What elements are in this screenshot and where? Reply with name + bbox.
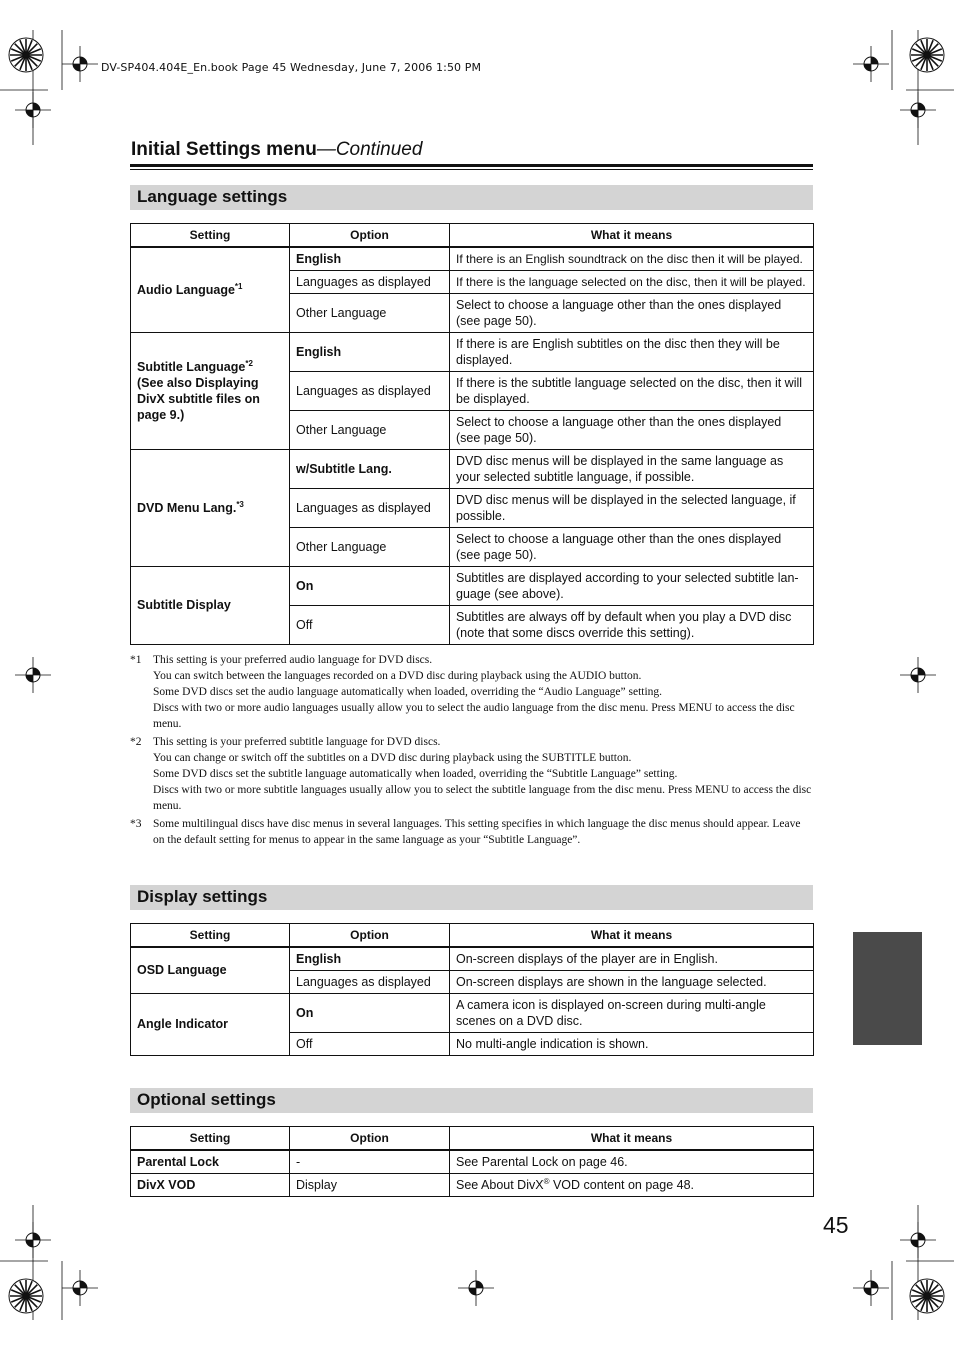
meaning-cell: Select to choose a language other than the ones displayed (see page 50). [450,293,814,332]
setting-audio-language: Audio Language$^{*1}$ [131,247,290,332]
option-cell: Other Language [290,410,450,449]
title-rule [130,164,813,167]
meaning-cell: Select to choose a language other than the ones displayed (see page 50). [450,410,814,449]
footnote-mark: *2 [130,736,142,748]
language-settings-table [130,223,814,645]
col-header-option: Option [290,924,450,948]
option-cell: English [290,332,450,371]
footnote-3: *3 Some multilingual discs have disc menus in several languages. This setting specifies in which language the disc menus should appear. Leave on the default setting for menus to appear in the same language as your “Subtitle Language”. [130,818,801,846]
table-row [131,1173,814,1196]
section-optional-settings [130,1088,813,1113]
section-heading: Optional settings [137,1090,276,1109]
footnote-1: *1 This setting is your preferred audio language for DVD discs. You can switch between the languages recorded on a DVD disc during playback using the AUDIO button. Some DVD discs set the audio language automatically when loaded, overriding the “Audio Language” setting. Discs with two or more audio languages usually allow you to select the audio language from the disc menu. Press MENU to access the disc menu. [130,654,795,730]
display-settings-table [130,923,814,1056]
title-continued: —Continued [316,139,423,160]
option-cell: Display [290,1173,450,1196]
meaning-cell: If there is an English soundtrack on the disc then it will be played. [450,247,814,270]
side-tab-marker [853,932,922,1045]
section-display-settings [130,885,813,910]
col-header-option: Option [290,1127,450,1151]
page-number: 45 [823,1212,849,1238]
optional-settings-table [130,1126,814,1197]
table-header-row [131,224,814,248]
meaning-cell: DVD disc menus will be displayed in the same language as your selected subtitle language, if possible. [450,449,814,488]
option-cell: On [290,993,450,1032]
col-header-meaning: What it means [450,224,814,248]
meaning-cell: On-screen displays of the player are in English. [450,947,814,970]
book-header-line: DV-SP404.404E_En.book Page 45 Wednesday, June 7, 2006 1:50 PM [101,61,482,74]
meaning-cell: If there is the language selected on the disc, then it will be played. [450,270,814,293]
option-cell: On [290,566,450,605]
setting-angle-indicator: Angle Indicator [131,993,290,1055]
col-header-setting: Setting [131,924,290,948]
setting-parental-lock: Parental Lock [131,1150,290,1173]
option-cell: Off [290,605,450,644]
option-cell: w/Subtitle Lang. [290,449,450,488]
col-header-setting: Setting [131,1127,290,1151]
table-row [131,1150,814,1173]
section-heading: Language settings [137,187,288,206]
option-cell: English [290,947,450,970]
footnote-mark: *3 [130,818,142,830]
meaning-cell: See About DivX® VOD content on page 48. [450,1173,814,1196]
setting-subtitle-language: Subtitle Language$^{*2}$ (See also Displaying DivX subtitle files on page 9.) [131,332,290,449]
table-row [131,247,814,270]
table-row [131,947,814,970]
meaning-cell: If there is the subtitle language selected on the disc, then it will be displayed. [450,371,814,410]
meaning-cell: Subtitles are always off by default when you play a DVD disc (note that some discs override this setting). [450,605,814,644]
setting-dvd-menu-lang: DVD Menu Lang.$^{*3}$ [131,449,290,566]
table-row [131,332,814,371]
footnote-mark: *1 [130,654,142,666]
section-language-settings [130,185,813,210]
col-header-setting: Setting [131,224,290,248]
meaning-cell: If there is are English subtitles on the disc then they will be displayed. [450,332,814,371]
option-cell: English [290,247,450,270]
meaning-cell: A camera icon is displayed on-screen during multi-angle scenes on a DVD disc. [450,993,814,1032]
option-cell: - [290,1150,450,1173]
table-header-row [131,924,814,948]
page-title [131,139,422,161]
option-cell: Other Language [290,293,450,332]
meaning-cell: Select to choose a language other than the ones displayed (see page 50). [450,527,814,566]
col-header-meaning: What it means [450,1127,814,1151]
table-header-row [131,1127,814,1151]
option-cell: Languages as displayed [290,488,450,527]
footnotes [130,652,813,850]
meaning-cell: Subtitles are displayed according to your selected subtitle lan-guage (see above). [450,566,814,605]
setting-subtitle-display: Subtitle Display [131,566,290,644]
meaning-cell: No multi-angle indication is shown. [450,1032,814,1055]
meaning-cell: See Parental Lock on page 46. [450,1150,814,1173]
option-cell: Languages as displayed [290,270,450,293]
table-row [131,449,814,488]
option-cell: Languages as displayed [290,970,450,993]
title-main: Initial Settings menu [131,139,317,160]
setting-osd-language: OSD Language [131,947,290,993]
footnote-2: *2 This setting is your preferred subtitle language for DVD discs. You can change or switch off the subtitles on a DVD disc during playback using the SUBTITLE button. Some DVD discs set the subtitle language automatically when loaded, overriding the “Subtitle Language” setting. Discs with two or more subtitle languages usually allow you to select the subtitle language from the disc menu. Press MENU to access the disc menu. [130,736,812,812]
option-cell: Languages as displayed [290,371,450,410]
option-cell: Other Language [290,527,450,566]
meaning-cell: On-screen displays are shown in the language selected. [450,970,814,993]
meaning-cell: DVD disc menus will be displayed in the selected language, if possible. [450,488,814,527]
col-header-option: Option [290,224,450,248]
title-rule-thin [130,169,813,170]
section-heading: Display settings [137,887,268,906]
table-row [131,993,814,1032]
col-header-meaning: What it means [450,924,814,948]
table-row [131,566,814,605]
setting-divx-vod: DivX VOD [131,1173,290,1196]
option-cell: Off [290,1032,450,1055]
